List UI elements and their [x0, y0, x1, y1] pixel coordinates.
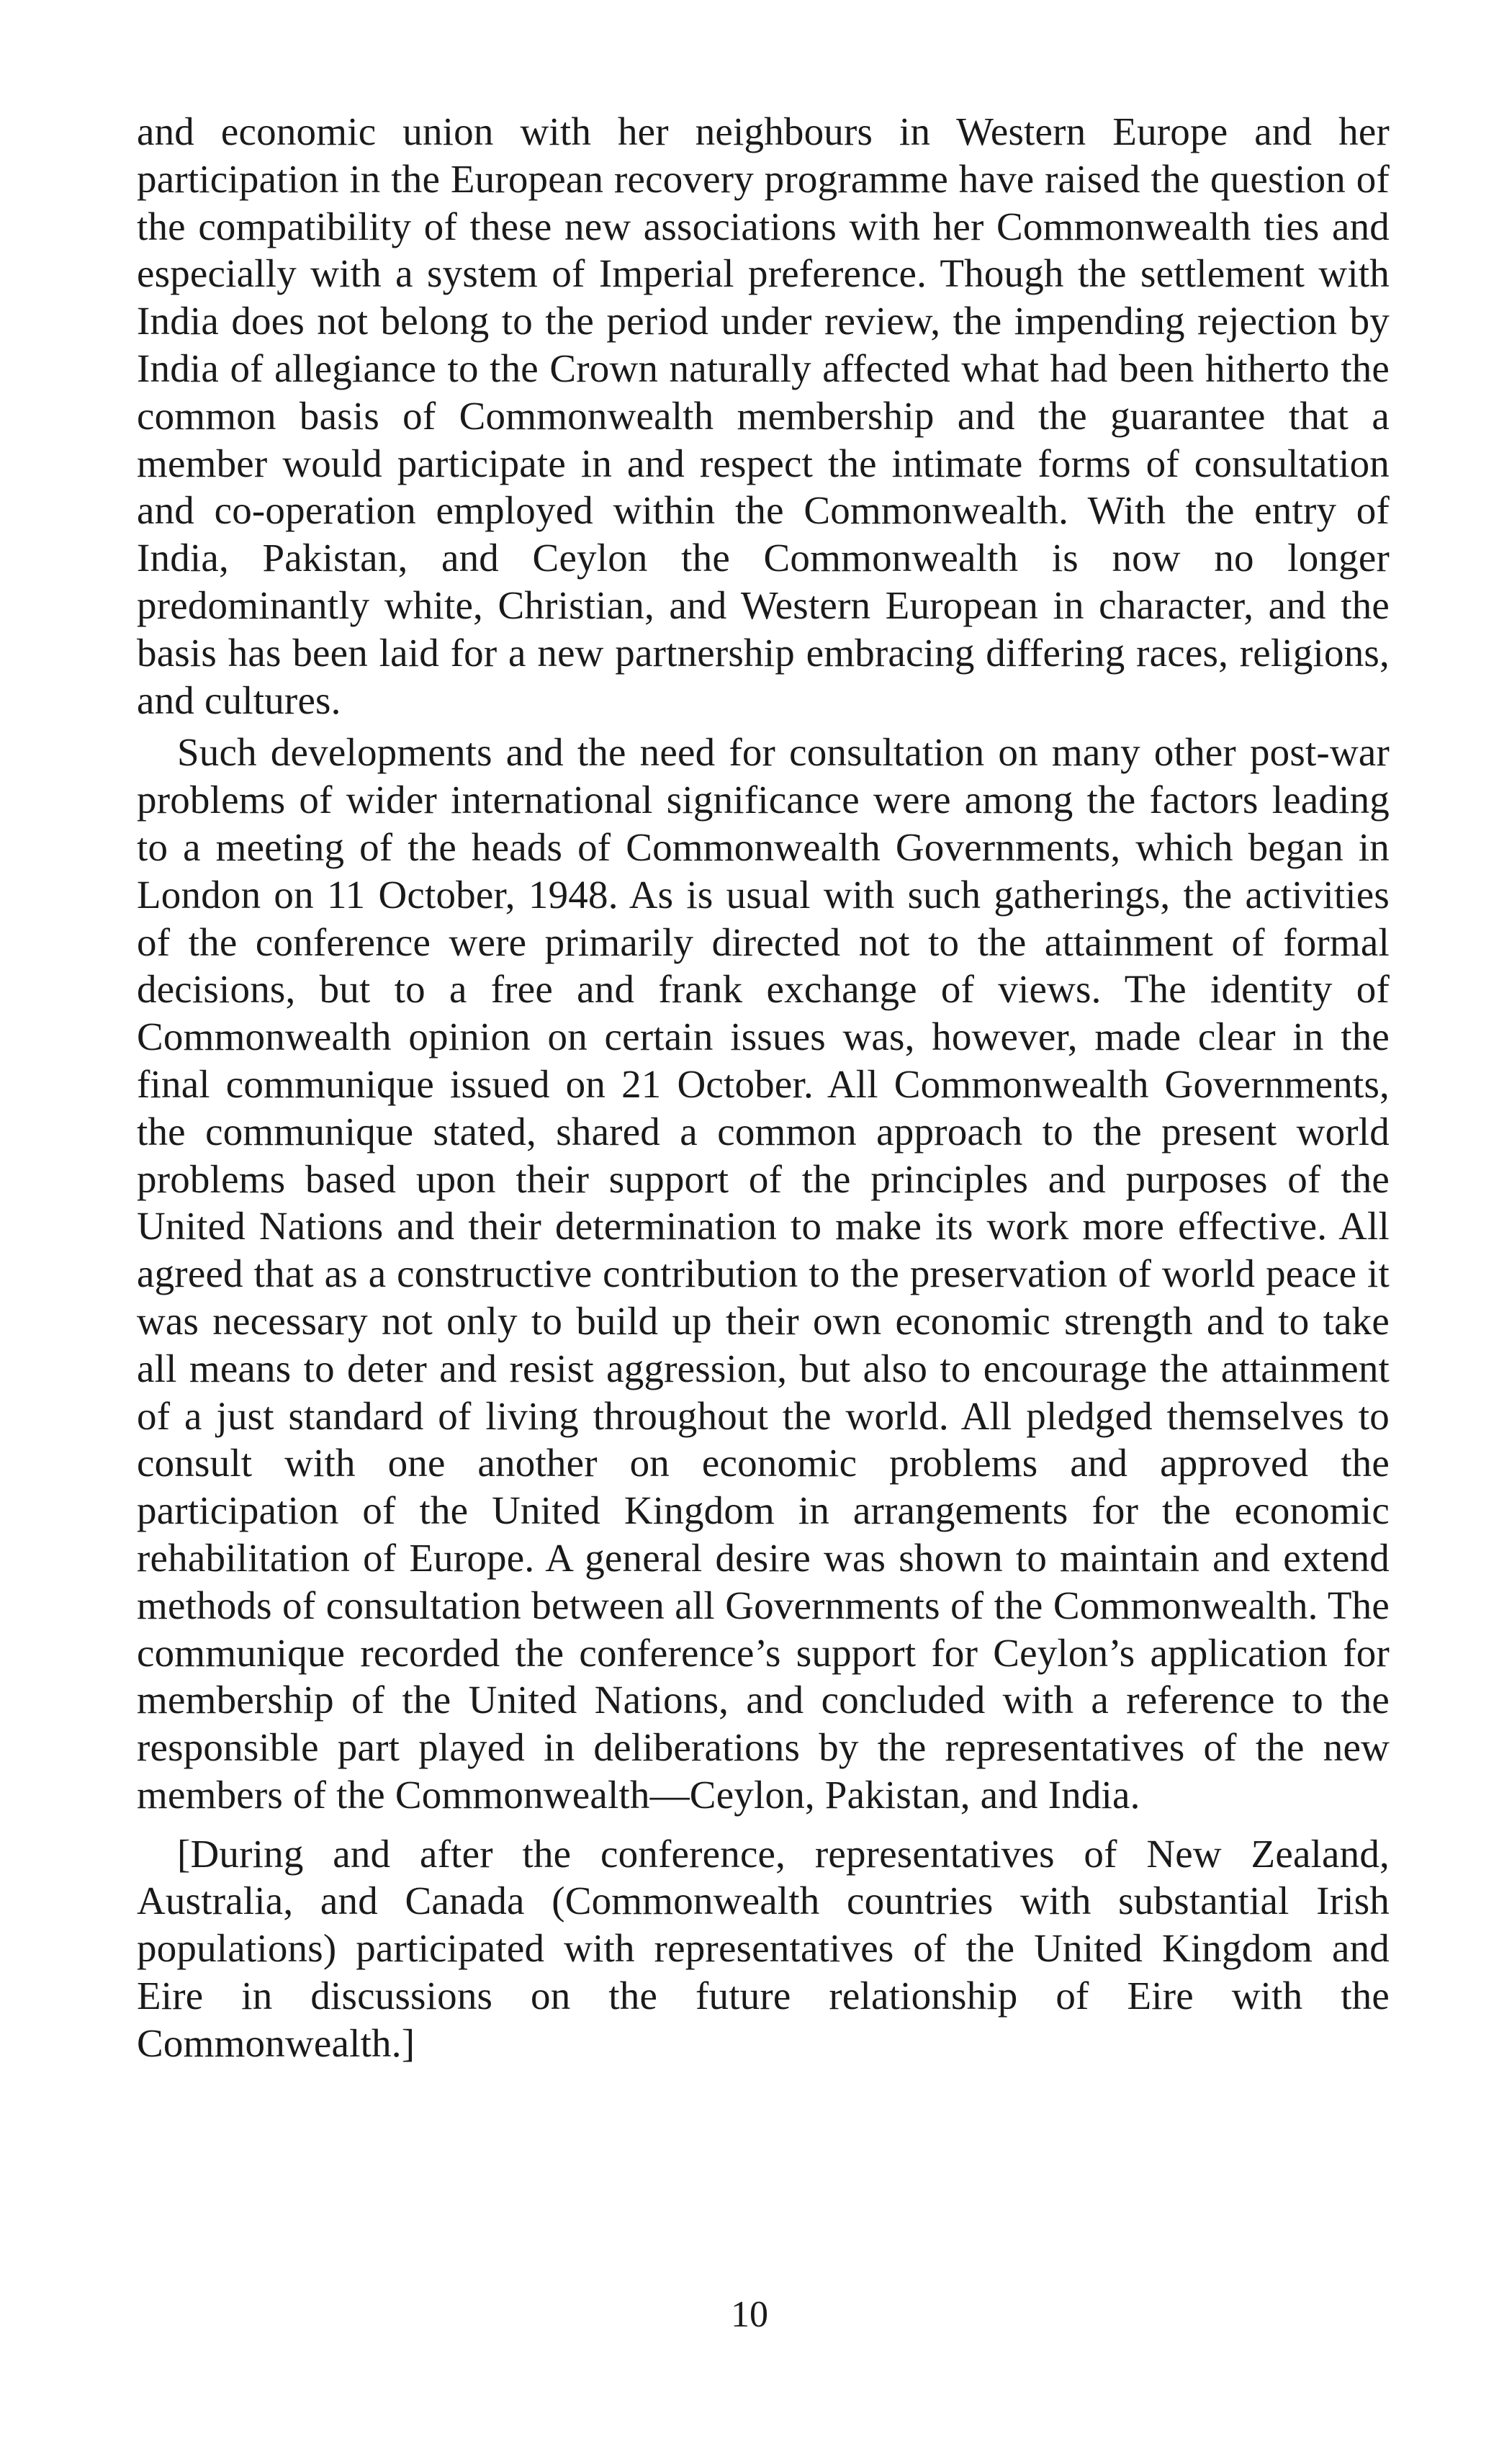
page-body — [137, 108, 1390, 2067]
page-number: 10 — [731, 2294, 768, 2335]
paragraph-continuation: and economic union with her neighbours in Western Europe and her participation in the European recovery programme have raised the question of the compatibility of these new associations with her Commonwealth ties and especially with a system of Imperial preference. Though the settlement with India does not belong to the period under review, the impending rejection by India of allegiance to the Crown naturally affected what had been hitherto the common basis of Commonwealth membership and the guarantee that a member would participate in and respect the intimate forms of consultation and co-operation employed within the Commonwealth. With the entry of India, Pakistan, and Ceylon the Commonwealth is now no longer predominantly white, Christian, and Western European in character, and the basis has been laid for a new partnership embracing differing races, religions, and cultures. — [137, 109, 1390, 722]
paragraph-commonwealth-meeting: Such developments and the need for consultation on many other post-war problems of wider international significance were among the factors leading to a meeting of the heads of Commonwealth Governments, which began in London on 11 October, 1948. As is usual with such gatherings, the activities of the conference were primarily directed not to the attainment of formal decisions, but to a free and frank exchange of views. The identity of Commonwealth opinion on certain issues was, however, made clear in the final communique issued on 21 October. All Commonwealth Governments, the communique stated, shared a common approach to the present world problems based upon their support of the principles and purposes of the United Nations and their determination to make its work more effective. All agreed that as a constructive contribution to the preservation of world peace it was necessary not only to build up their own economic strength and to take all means to deter and resist aggression, but also to encourage the attainment of a just standard of living throughout the world. All pledged themselves to consult with one another on economic problems and approved the participation of the United Kingdom in arrangements for the economic rehabilitation of Europe. A general desire was shown to maintain and extend methods of consultation between all Governments of the Commonwealth. The communique recorded the conference’s support for Ceylon’s application for membership of the United Nations, and concluded with a reference to the responsible part played in deliberations by the representatives of the new members of the Commonwealth—Ceylon, Pakistan, and India. — [137, 730, 1390, 1817]
paragraph-eire-discussions: [During and after the conference, representatives of New Zealand, Australia, and Canada (Commonwealth countries with substantial Irish populations) participated with representatives of the United Kingdom and Eire in discussions on the future relationship of Eire with the Commonwealth.] — [137, 1831, 1390, 2065]
